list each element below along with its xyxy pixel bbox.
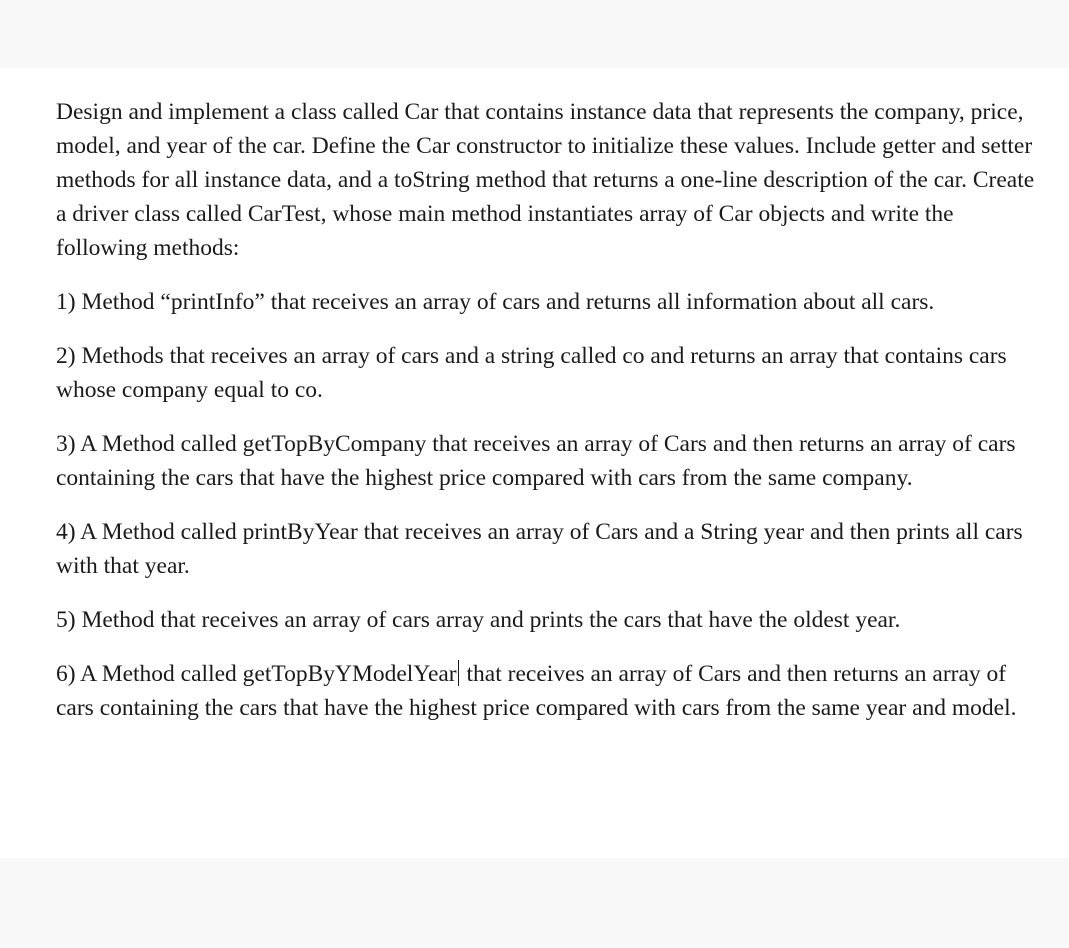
item-2: 2) Methods that receives an array of cars and a string called co and returns an array that contains cars whose company equal to co. [56, 343, 1007, 403]
item-6-text-end: that receives an array of Cars and then returns an array of cars containing the cars that have the highest price compared with cars from the same year and model. [56, 661, 1017, 721]
text-cursor [458, 660, 459, 686]
bottom-margin [0, 858, 1069, 948]
item-3: 3) A Method called getTopByCompany that receives an array of Cars and then returns an array of cars containing the cars that have the highest price compared with cars from the same company. [56, 431, 1016, 491]
document-page [0, 68, 1069, 858]
item-4: 4) A Method called printByYear that receives an array of Cars and a String year and then prints all cars with that year. [56, 519, 1023, 579]
document-body [56, 95, 1041, 745]
intro-paragraph: Design and implement a class called Car that contains instance data that represents the company, price, model, and year of the car. Define the Car constructor to initialize these values. Include getter and setter methods for all instance data, and a toString method that returns a one-line description of the car. Create a driver class called CarTest, whose main method instantiates array of Car objects and write the following methods: [56, 99, 1035, 261]
item-5: 5) Method that receives an array of cars array and prints the cars that have the oldest year. [56, 607, 901, 633]
item-6-text-start: 6) A Method called getTopByYModelYear [56, 661, 457, 687]
item-6 [56, 657, 1041, 725]
top-margin [0, 0, 1069, 68]
item-1: 1) Method “printInfo” that receives an array of cars and returns all information about all cars. [56, 289, 935, 315]
